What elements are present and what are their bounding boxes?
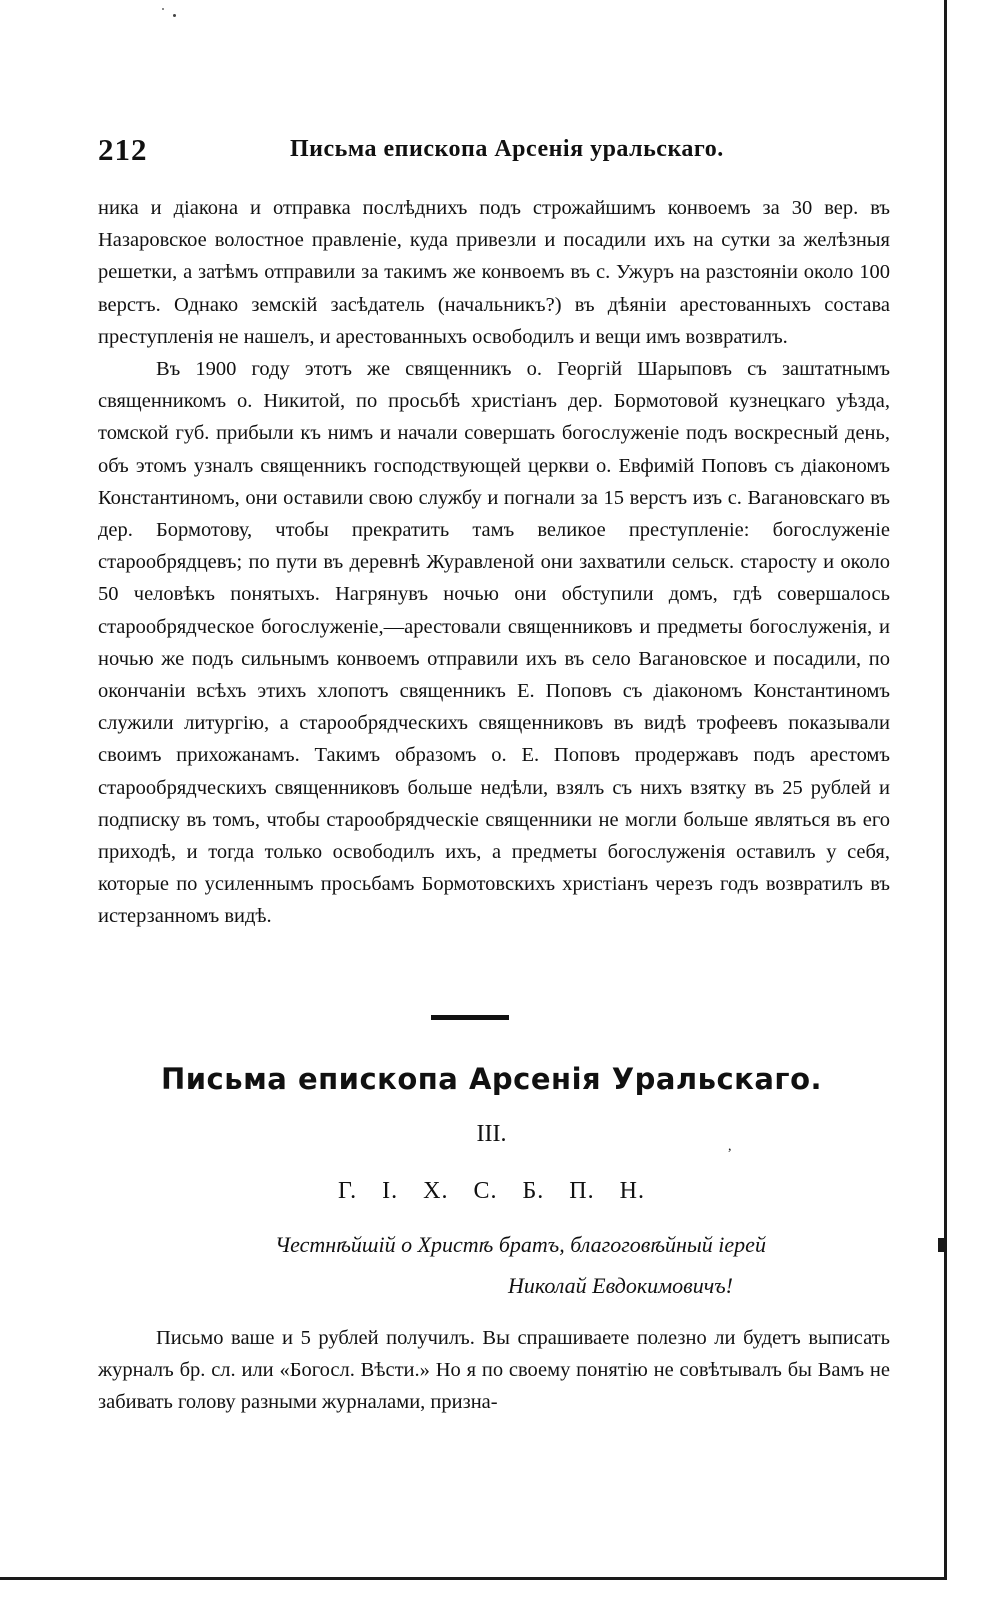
section-divider <box>431 1015 509 1020</box>
page-number: 212 <box>98 132 148 167</box>
scan-speck <box>162 8 164 10</box>
paragraph-1: ника и діакона и отправка послѣднихъ подъ строжайшимъ конвоемъ за 30 вер. въ Назаровское волостное правленіе, куда привезли и посадили ихъ на сутки за желѣзныя решетки, а затѣмъ отправили за такимъ же конвоемъ въ с. Ужуръ на разстояніи около 100 верстъ. Однако земскій засѣдатель (начальникъ?) въ дѣяніи арестованныхъ состава преступленія не нашелъ, и арестованныхъ освободилъ и вещи имъ возвратилъ. <box>98 197 890 348</box>
letter-text <box>98 1322 890 1419</box>
section-number: III. <box>476 1121 507 1147</box>
letter-paragraph: Письмо ваше и 5 рублей получилъ. Вы спрашиваете полезно ли будетъ выписать журналъ бр. сл. или «Богосл. Вѣсти.» Но я по своему понятію не совѣтывалъ бы Вамъ не забивать голову разными журналами, призна- <box>98 1327 890 1414</box>
body-text <box>98 192 890 933</box>
paragraph-2: Въ 1900 году этотъ же священникъ о. Георгій Шарыповъ съ заштатнымъ священникомъ о. Никитой, по просьбѣ христіанъ дер. Бормотовой кузнецкаго уѣзда, томской губ. прибыли къ нимъ и начали совершать богослуженіе подъ воскресный день, объ этомъ узналъ священникъ господствующей церкви о. Евфимій Поповъ съ діакономъ Константиномъ, они оставили свою службу и погнали за 15 верстъ изъ с. Вагановскаго въ дер. Бормотову, чтобы прекратить тамъ великое преступленіе: богослуженіе старообрядцевъ; по пути въ деревнѣ Журавленой они захватили сельск. старосту и около 50 человѣкъ понятыхъ. Нагрянувъ ночью они обступили домъ, гдѣ совершалось старообрядческое богослуженіе,—арестовали священниковъ и предметы богослуженія, и ночью же подъ сильнымъ конвоемъ отправили ихъ въ село Вагановское и посадили, по окончаніи всѣхъ этихъ хлопотъ священникъ Е. Поповъ съ діакономъ Константиномъ служили литургію, а старообрядческихъ священниковъ въ видѣ трофеевъ показывали своимъ прихожанамъ. Такимъ образомъ о. Е. Поповъ продержавъ подъ арестомъ старообрядческихъ священниковъ больше недѣли, взялъ съ нихъ взятку въ 25 рублей и подписку въ томъ, чтобы старообрядческіе священники не могли больше являться въ его приходѣ, и тогда только освободилъ ихъ, а предметы богослуженія оставилъ у себя, которые по усиленнымъ просьбамъ Бормотовскихъ христіанъ черезъ годъ возвратилъ въ истерзанномъ видѣ. <box>98 358 890 928</box>
scan-edge-right <box>944 0 947 1580</box>
scan-speck <box>173 14 176 17</box>
salutation-line-2: Николай Евдокимовичъ! <box>508 1273 733 1298</box>
scan-edge-bottom <box>0 1577 947 1580</box>
section-title: Письма епископа Арсенія Уральскаго. <box>160 1062 823 1096</box>
running-head <box>98 132 890 172</box>
letter-initials: Г. І. Х. С. Б. П. Н. <box>338 1178 645 1204</box>
scan-speck: , <box>728 1139 732 1154</box>
salutation-line-1: Честнѣйшій о Христѣ братъ, благоговѣйный іерей <box>275 1232 766 1257</box>
running-title: Письма епископа Арсенія уральскаго. <box>290 136 724 162</box>
scan-edge-mark <box>938 1238 946 1252</box>
